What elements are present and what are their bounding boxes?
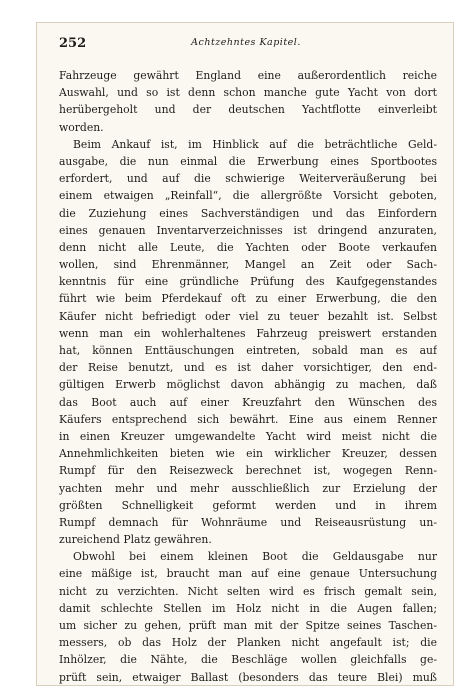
text-line: Inhölzer, die Nähte, die Beschläge wollen gleichfalls ge- <box>59 653 437 667</box>
text-line: einem etwaigen „Reinfall“, die allergrößte Vorsicht geboten, <box>59 189 437 203</box>
text-line: zureichend Platz gewähren. <box>59 533 212 547</box>
text-line: damit schlechte Stellen im Holz nicht in die Augen fallen; <box>59 601 437 615</box>
text-line: eine mäßige ist, braucht man auf eine genaue Untersuchung <box>59 567 437 581</box>
text-line: Beim Ankauf ist, im Hinblick auf die beträchtliche Geld- <box>73 137 437 151</box>
text-line: ausgabe, die nun einmal die Erwerbung eines Sportbootes <box>59 154 437 168</box>
text-line: Annehmlichkeiten bieten wie ein wirklicher Kreuzer, dessen <box>59 447 437 461</box>
text-line: yachten mehr und mehr ausschließlich zur Erzielung der <box>59 481 437 495</box>
text-line: Käufer nicht befriedigt oder viel zu teuer bezahlt ist. Selbst <box>59 309 437 323</box>
text-line: eines genauen Inventarverzeichnisses ist dringend anzuraten, <box>59 223 437 237</box>
text-line: Käufers entsprechend sich bewährt. Eine aus einem Renner <box>59 412 437 426</box>
text-line: herübergeholt und der deutschen Yachtflotte einverleibt <box>59 103 437 117</box>
text-line: worden. <box>59 120 104 134</box>
body-text <box>59 67 437 686</box>
text-line: prüft sein, etwaiger Ballast (besonders das teure Blei) muß <box>59 670 437 684</box>
text-line: messers, ob das Holz der Planken nicht angefault ist; die <box>59 636 437 650</box>
page-number: 252 <box>59 36 87 51</box>
text-line: Rumpf für den Reisezweck berechnet ist, wogegen Renn- <box>59 464 437 478</box>
text-line: wenn man ein wohlerhaltenes Fahrzeug preiswert erstanden <box>59 326 437 340</box>
text-line: die Zuziehung eines Sachverständigen und das Einfordern <box>59 206 437 220</box>
text-line: der Reise benutzt, und es ist daher vorsichtiger, den end- <box>59 361 437 375</box>
book-page <box>36 22 454 686</box>
text-line: das Boot auch auf einer Kreuzfahrt den Wünschen des <box>59 395 437 409</box>
text-line: führt wie beim Pferdekauf oft zu einer Erwerbung, die den <box>59 292 437 306</box>
page-header <box>57 36 435 52</box>
text-line: nicht zu verzichten. Nicht selten wird es frisch gemalt sein, <box>59 584 437 598</box>
text-line: kenntnis für eine gründliche Prüfung des Kaufgegenstandes <box>59 275 437 289</box>
text-line: wollen, sind Ehrenmänner, Mangel an Zeit oder Sach- <box>59 258 437 272</box>
text-line: Fahrzeuge gewährt England eine außerordentlich reiche <box>59 69 437 82</box>
running-title: Achtzehntes Kapitel. <box>191 37 301 48</box>
text-line: größten Schnelligkeit geformt werden und in ihrem <box>59 498 437 512</box>
text-line: in einen Kreuzer umgewandelte Yacht wird meist nicht die <box>59 429 437 443</box>
text-line: Auswahl, und so ist denn schon manche gute Yacht von dort <box>59 86 437 100</box>
text-line: um sicher zu gehen, prüft man mit der Spitze seines Taschen- <box>59 619 437 632</box>
text-line: hat, können Enttäuschungen eintreten, sobald man es auf <box>59 344 437 357</box>
text-line: denn nicht alle Leute, die Yachten oder Boote verkaufen <box>59 240 437 254</box>
text-line: erfordert, und auf die schwierige Weiterveräußerung bei <box>59 172 437 186</box>
text-line: gültigen Erwerb möglichst davon abhängig zu machen, daß <box>59 378 437 392</box>
text-line: Obwohl bei einem kleinen Boot die Geldausgabe nur <box>73 550 437 564</box>
text-line: Rumpf demnach für Wohnräume und Reiseausrüstung un- <box>59 515 437 529</box>
